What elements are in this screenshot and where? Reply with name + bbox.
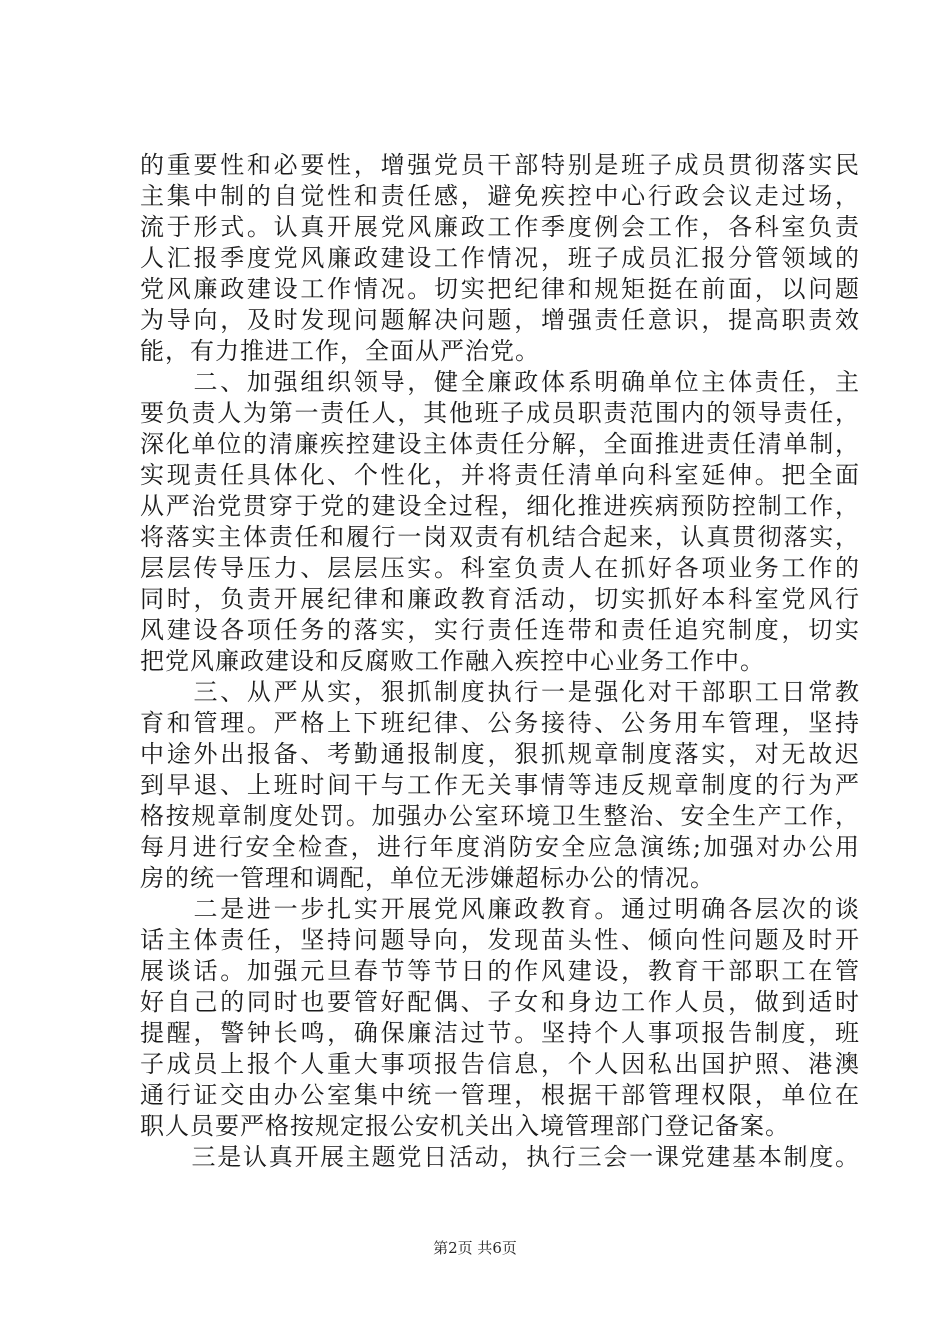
text-line: 二、加强组织领导，健全廉政体系明确单位主体责任，主 xyxy=(140,368,860,396)
text-line: 将落实主体责任和履行一岗双责有机结合起来，认真贯彻落实， xyxy=(140,523,860,551)
text-line: 流于形式。认真开展党风廉政工作季度例会工作，各科室负责 xyxy=(140,213,860,241)
text-line: 人汇报季度党风廉政建设工作情况，班子成员汇报分管领域的 xyxy=(140,244,860,272)
text-line: 三、从严从实，狠抓制度执行一是强化对干部职工日常教 xyxy=(140,678,860,706)
text-line: 二是进一步扎实开展党风廉政教育。通过明确各层次的谈 xyxy=(140,895,860,923)
text-line: 职人员要严格按规定报公安机关出入境管理部门登记备案。 xyxy=(140,1112,790,1140)
text-line: 主集中制的自觉性和责任感，避免疾控中心行政会议走过场， xyxy=(140,182,860,210)
body-text xyxy=(140,150,860,1173)
text-line: 展谈话。加强元旦春节等节日的作风建设，教育干部职工在管 xyxy=(140,957,860,985)
text-line: 好自己的同时也要管好配偶、子女和身边工作人员，做到适时 xyxy=(140,988,860,1016)
text-line: 通行证交由办公室集中统一管理，根据干部管理权限，单位在 xyxy=(140,1081,860,1109)
text-line: 中途外出报备、考勤通报制度，狠抓规章制度落实，对无故迟 xyxy=(140,740,860,768)
text-line: 格按规章制度处罚。加强办公室环境卫生整治、安全生产工作， xyxy=(140,802,860,830)
text-line: 每月进行安全检查，进行年度消防安全应急演练;加强对办公用 xyxy=(140,833,860,861)
page-footer: 第2页 共6页 xyxy=(433,1239,517,1257)
text-line: 房的统一管理和调配，单位无涉嫌超标办公的情况。 xyxy=(140,864,715,892)
text-line: 为导向，及时发现问题解决问题，增强责任意识，提高职责效 xyxy=(140,306,860,334)
text-line: 能，有力推进工作，全面从严治党。 xyxy=(140,337,540,365)
text-line: 的重要性和必要性，增强党员干部特别是班子成员贯彻落实民 xyxy=(140,151,860,179)
text-line: 育和管理。严格上下班纪律、公务接待、公务用车管理，坚持 xyxy=(140,709,860,737)
text-line: 实现责任具体化、个性化，并将责任清单向科室延伸。把全面 xyxy=(140,461,860,489)
text-line: 党风廉政建设工作情况。切实把纪律和规矩挺在前面，以问题 xyxy=(140,275,860,303)
text-line: 子成员上报个人重大事项报告信息，个人因私出国护照、港澳 xyxy=(140,1050,860,1078)
text-line: 把党风廉政建设和反腐败工作融入疾控中心业务工作中。 xyxy=(140,647,765,675)
text-line: 到早退、上班时间干与工作无关事情等违反规章制度的行为严 xyxy=(140,771,860,799)
text-line: 同时，负责开展纪律和廉政教育活动，切实抓好本科室党风行 xyxy=(140,585,860,613)
text-line: 要负责人为第一责任人，其他班子成员职责范围内的领导责任， xyxy=(140,399,860,427)
text-line: 提醒，警钟长鸣，确保廉洁过节。坚持个人事项报告制度，班 xyxy=(140,1019,860,1047)
text-line: 从严治党贯穿于党的建设全过程，细化推进疾病预防控制工作， xyxy=(140,492,860,520)
text-line: 三是认真开展主题党日活动，执行三会一课党建基本制度。 xyxy=(140,1143,860,1171)
text-line: 层层传导压力、层层压实。科室负责人在抓好各项业务工作的 xyxy=(140,554,860,582)
text-line: 话主体责任，坚持问题导向，发现苗头性、倾向性问题及时开 xyxy=(140,926,860,954)
text-line: 深化单位的清廉疾控建设主体责任分解，全面推进责任清单制， xyxy=(140,430,860,458)
text-line: 风建设各项任务的落实，实行责任连带和责任追究制度，切实 xyxy=(140,616,860,644)
